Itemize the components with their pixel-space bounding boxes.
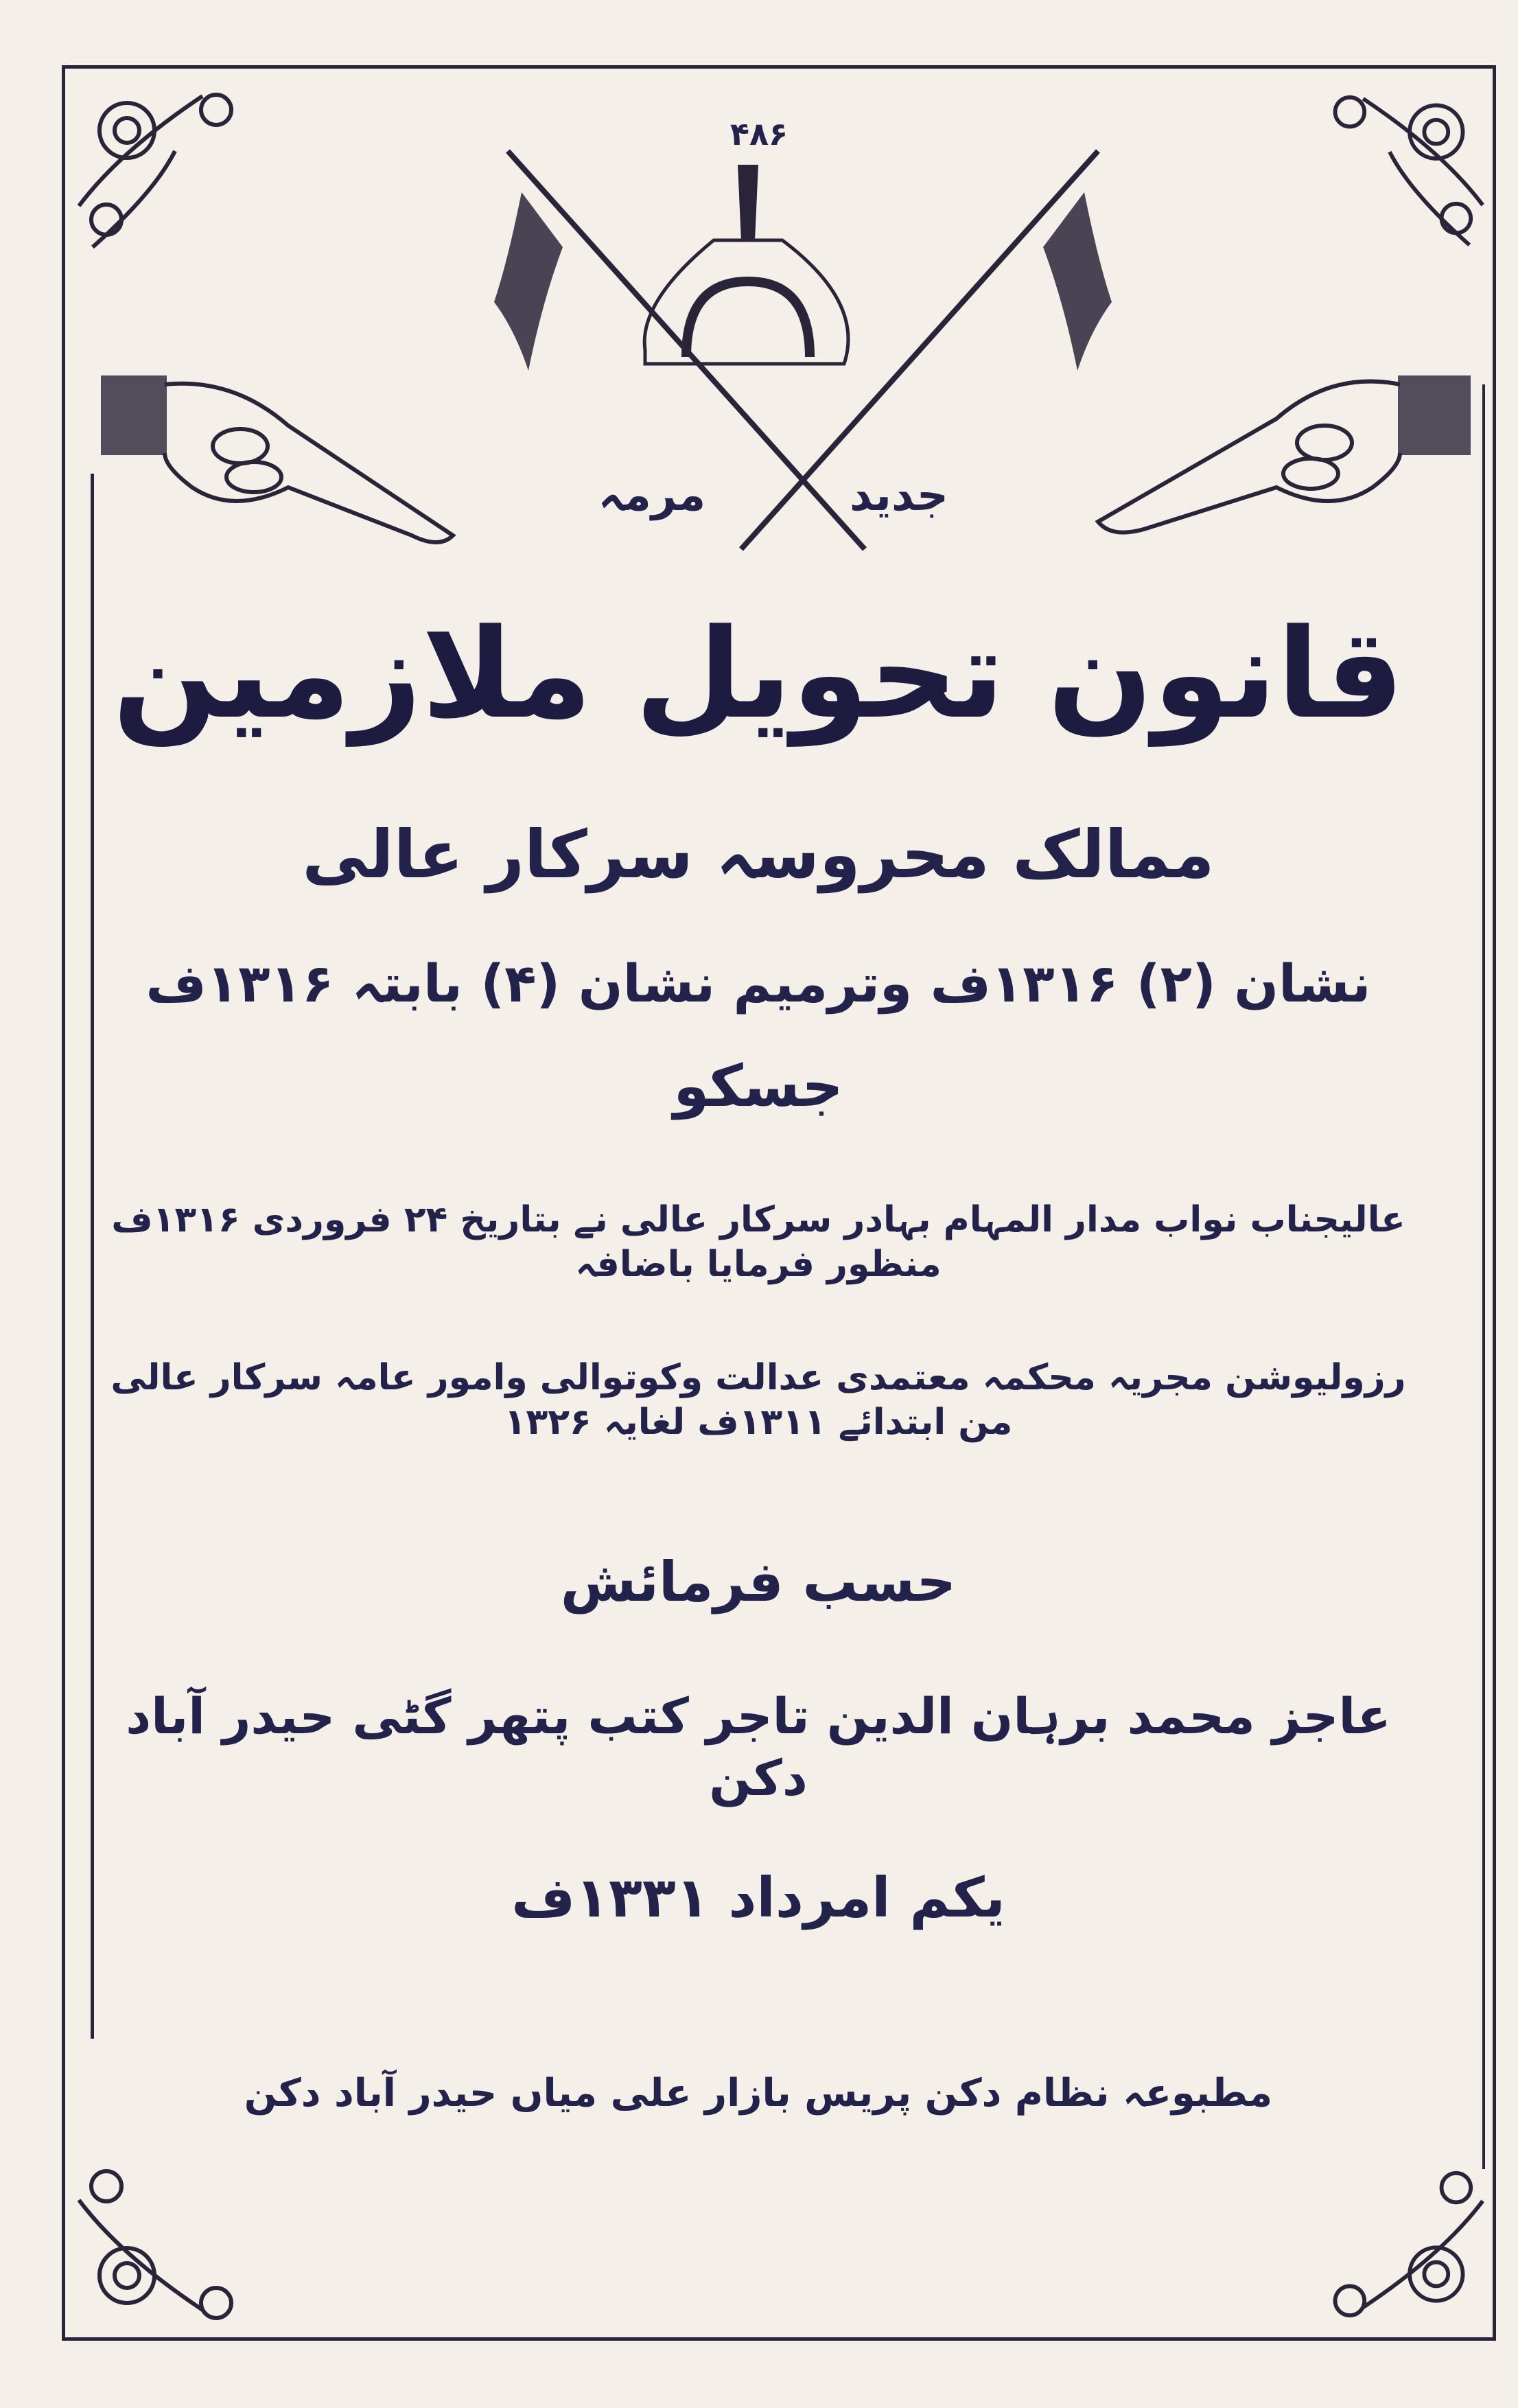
jisko-text: جسکو	[673, 1052, 843, 1120]
book-title: قانون تحویل ملازمین	[113, 603, 1404, 746]
reference-line: نشان (۲) ۱۳۱۶ف وترمیم نشان (۴) بابتہ ۱۳۱۶ف	[145, 953, 1371, 1014]
date-line: یکم امرداد ۱۳۳۱ف	[511, 1866, 1005, 1930]
emblem-caption-right: جدید	[849, 470, 949, 521]
printer-line: مطبوعہ نظام دکن پریس بازار علی میاں حیدر آباد دکن	[244, 2071, 1273, 2116]
corner-ornament-bottom-left-icon	[65, 2125, 285, 2337]
paragraph-line-1: عالیجناب نواب مدار المہام بہادر سرکار عالی نے بتاریخ ۲۴ فروردی ۱۳۱۶ف منظور فرمایا باضافہ	[111, 1199, 1405, 1285]
right-inner-rule	[1482, 384, 1485, 2169]
paragraph-line-2: رزولیوشن مجریہ محکمہ معتمدی عدالت وکوتوالی وامور عامہ سرکار عالی من ابتدائے ۱۳۱۱ف لغایہ ۱۳۲۶	[110, 1357, 1406, 1443]
corner-ornament-bottom-right-icon	[1283, 2125, 1496, 2337]
title-page-text	[110, 597, 1407, 2118]
corner-ornament-top-left-icon	[65, 69, 285, 288]
pointing-hand-left-icon	[82, 364, 467, 556]
publisher-line: عاجز محمد برہان الدین تاجر کتب پتھر گٹی حیدر آباد دکن	[126, 1687, 1391, 1807]
left-inner-rule	[91, 474, 94, 2039]
hasb-farmaish-text: حسب فرمائش	[560, 1550, 957, 1614]
pointing-hand-right-icon	[1077, 357, 1489, 549]
emblem-caption-left: مرمہ	[598, 470, 706, 521]
subtitle: ممالک محروسہ سرکار عالی	[302, 816, 1215, 893]
page-number: ۴۸۶	[729, 115, 789, 152]
corner-ornament-top-right-icon	[1283, 69, 1496, 288]
